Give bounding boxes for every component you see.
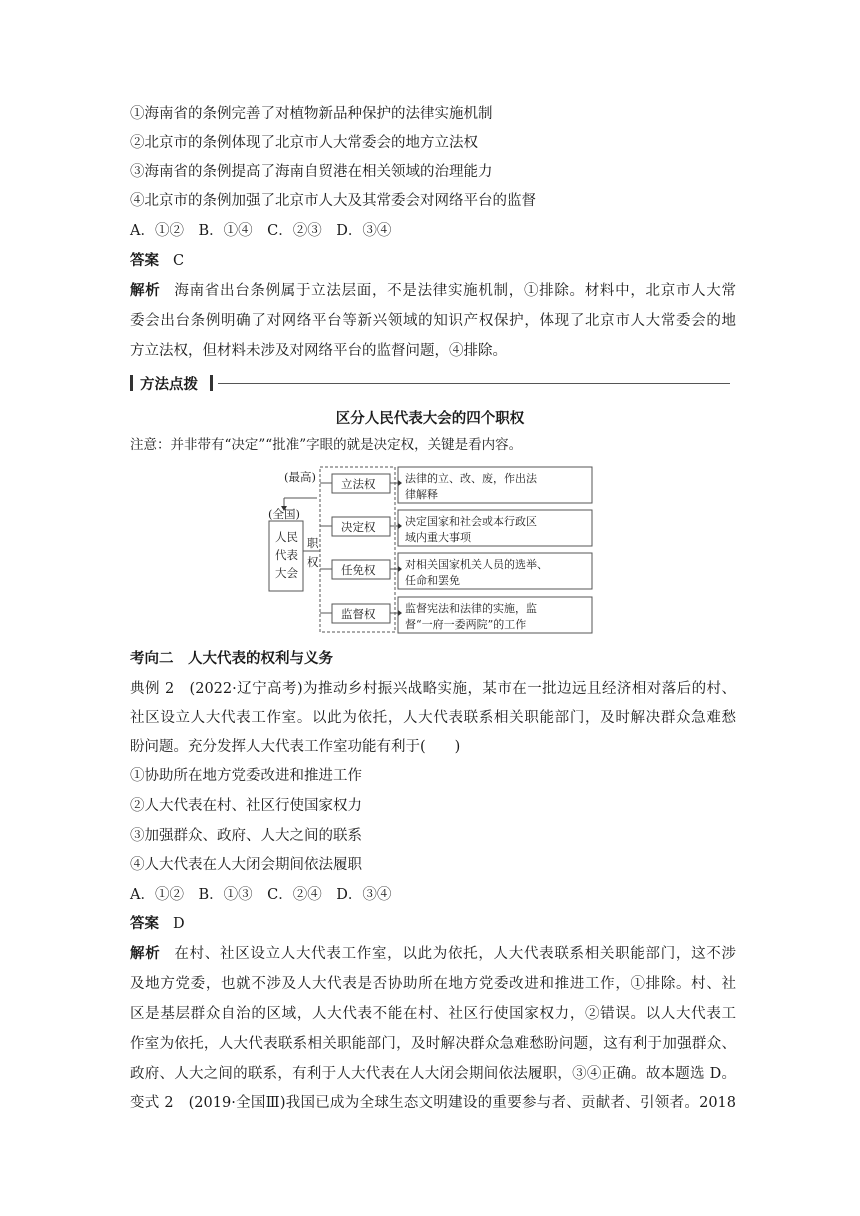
q1-answer-row [130,251,184,271]
q1-answer-value: C [173,253,185,269]
q1-option-1: ①海南省的条例完善了对植物新品种保护的法律实施机制 [130,106,493,122]
variant-line: 变式 2 (2019·全国Ⅲ)我国已成为全球生态文明建设的重要参与者、贡献者、引领者。2018 [130,1095,736,1111]
desc-arrow-head-3 [398,566,402,572]
q1-analysis-line-3: 方立法权，但材料未涉及对网络平台的监督问题，④排除。 [130,343,507,359]
section2-heading: 考向二 人大代表的权利与义务 [130,651,333,667]
example-choices: A．①② B．①③ C．②④ D．③④ [130,887,392,903]
example-option-4: ④人大代表在人大闭会期间依法履职 [130,857,362,873]
example-analysis-line-2: 及地方党委，也就不涉及人大代表是否协助所在地方党委改进和推进工作，①排除。村、社 [130,976,736,992]
example-analysis-line-4: 作室为依托，人大代表联系相关职能部门，及时解决群众急难愁盼问题，这有利于加强群众、 [130,1036,736,1052]
desc-arrow-head-2 [398,523,402,529]
method-bar-right-mark [210,375,213,391]
desc-arrows [390,483,398,613]
example-line-2: 社区设立人大代表工作室。以此为依托，人大代表联系相关职能部门，及时解决群众急难愁 [130,710,736,726]
q1-option-4: ④北京市的条例加强了北京市人大及其常委会对网络平台的监督 [130,193,536,209]
method-tag: 方法点拨 [140,377,198,393]
power-desc-4a: 监督宪法和法律的实施，监 [405,602,537,615]
q1-analysis-line-2: 委会出台条例明确了对网络平台等新兴领域的知识产权保护，体现了北京市人大常委会的地 [130,313,736,329]
q1-option-3: ③海南省的条例提高了海南自贸港在相关领域的治理能力 [130,164,493,180]
connector-char-1: 职 [307,536,319,550]
top-label: (最高) [284,470,316,484]
body-line-1: 人民 [275,530,298,544]
example-analysis-label: 解析 [130,946,161,962]
power-desc-2b: 域内重大事项 [405,531,471,544]
example-option-2: ②人大代表在村、社区行使国家权力 [130,798,362,814]
example-analysis-line-5: 政府、人大之间的联系，有利于人大代表在人大闭会期间依法履职，③④正确。故本题选 D。 [130,1066,736,1082]
method-bar-left-mark [130,375,133,391]
q1-answer-label: 答案 [130,253,159,269]
example-answer-value: D [173,916,185,932]
body-line-3: 大会 [275,566,298,580]
method-bar-rule [218,383,730,384]
power-name-4: 监督权 [341,607,376,621]
power-connectors [320,483,332,613]
example-answer-label: 答案 [130,916,159,932]
power-desc-3b: 任命和罢免 [405,574,460,587]
example-option-1: ①协助所在地方党委改进和推进工作 [130,768,362,784]
example-analysis-line-1 [130,944,736,964]
example-analysis-text-1: 在村、社区设立人大代表工作室，以此为依托，人大代表联系相关职能部门，这不涉 [174,946,737,962]
example-answer-row [130,914,185,934]
power-desc-2a: 决定国家和社会或本行政区 [405,515,537,528]
q1-analysis-label: 解析 [130,283,161,299]
power-name-1: 立法权 [341,477,376,491]
power-desc-3a: 对相关国家机关人员的选举、 [405,558,548,571]
desc-arrow-head-4 [398,610,402,616]
desc-arrow-head-1 [398,480,402,486]
method-note: 注意：并非带有“决定”“批准”字眼的就是决定权，关键是看内容。 [130,437,523,453]
example-analysis-line-3: 区是基层群众自治的区域，人大代表不能在村、社区行使国家权力，②错误。以人大代表工 [130,1006,736,1022]
q1-analysis-line-1 [130,281,736,301]
powers-diagram [262,463,598,639]
connector-char-2: 权 [307,555,319,569]
body-line-2: 代表 [275,548,298,562]
power-name-2: 决定权 [341,520,376,534]
power-desc-1b: 律解释 [405,488,438,501]
q1-choices: A．①② B．①④ C．②③ D．③④ [130,223,392,239]
example-line-3: 盼问题。充分发挥人大代表工作室功能有利于( ) [130,739,461,755]
q1-option-2: ②北京市的条例体现了北京市人大常委会的地方立法权 [130,135,478,151]
method-tip-bar [130,372,730,394]
example-line-1: 典例 2 (2022·辽宁高考)为推动乡村振兴战略实施，某市在一批边远且经济相对落后的村、 [130,681,736,697]
q1-analysis-text-1: 海南省出台条例属于立法层面，不是法律实施机制，①排除。材料中，北京市人大常 [174,283,737,299]
power-desc-1a: 法律的立、改、废，作出法 [405,472,537,485]
power-name-3: 任免权 [341,563,376,577]
method-title: 区分人民代表大会的四个职权 [335,411,525,427]
power-desc-4b: 督“一府一委两院”的工作 [405,618,527,631]
example-option-3: ③加强群众、政府、人大之间的联系 [130,828,362,844]
scope-label: (全国) [268,507,300,521]
